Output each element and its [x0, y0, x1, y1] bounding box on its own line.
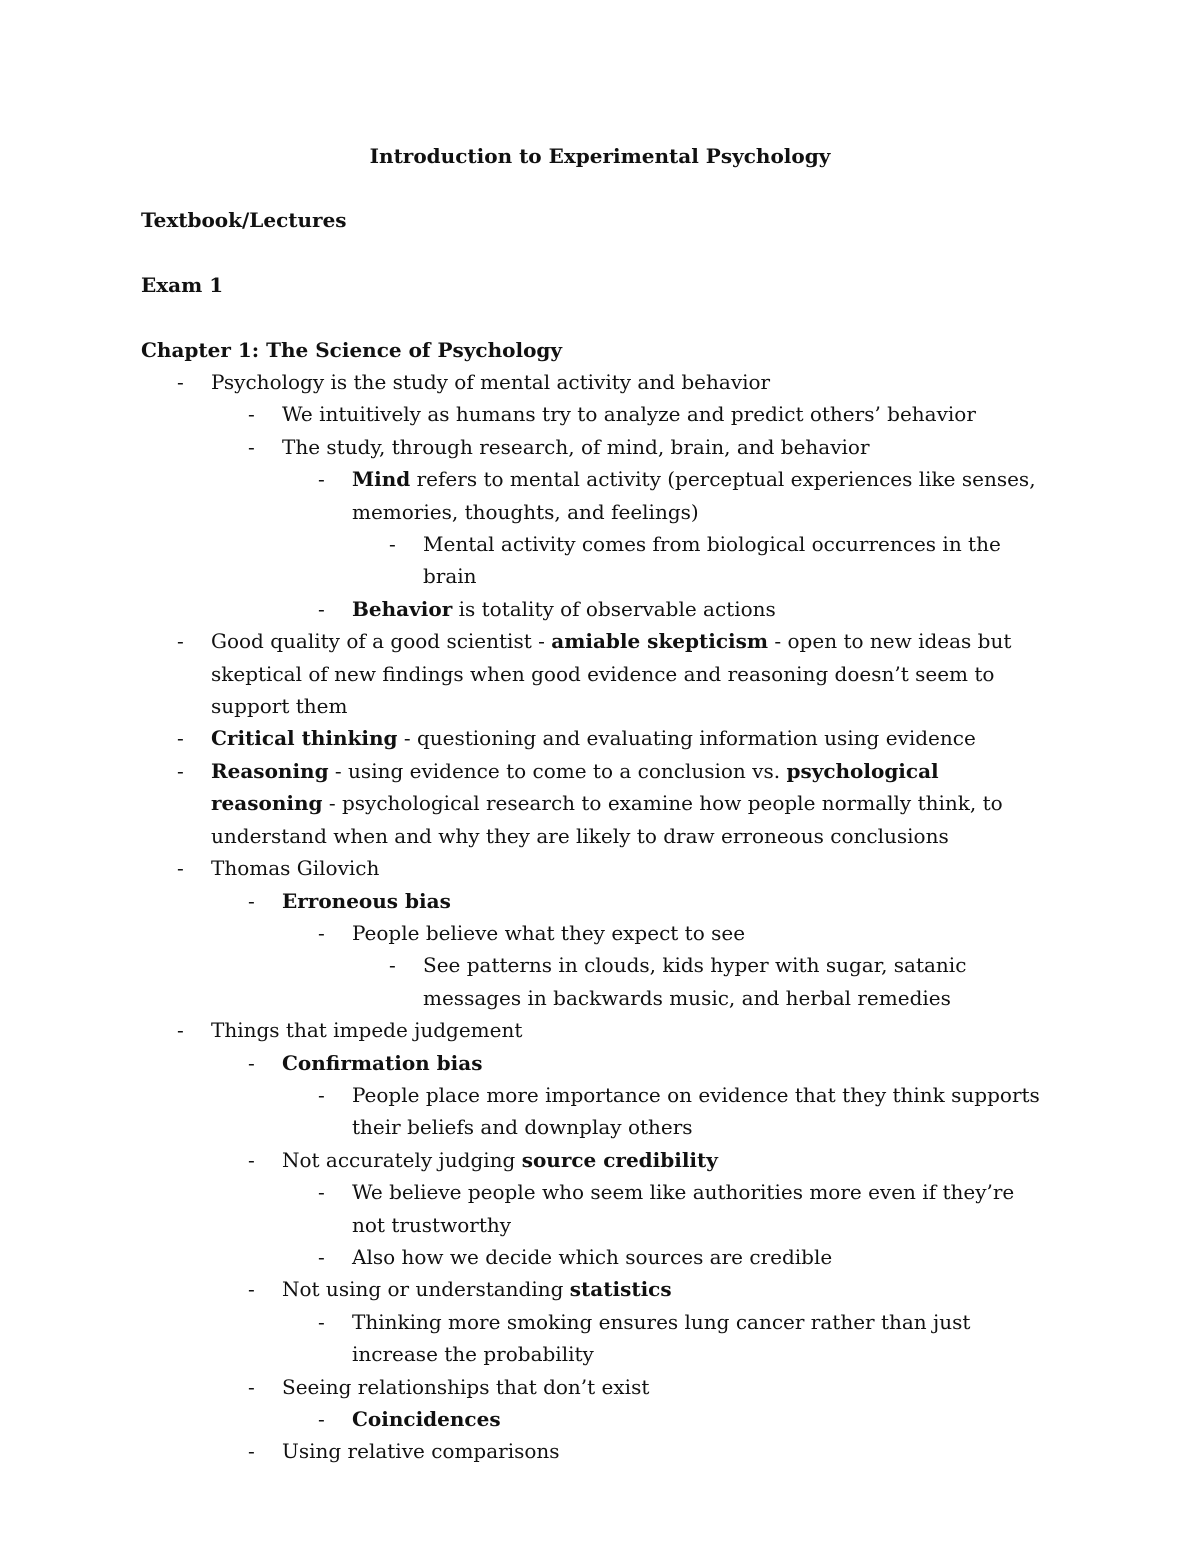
list-item	[0, 1371, 1200, 1403]
list-item-text	[211, 1014, 1051, 1046]
list-item	[0, 398, 1200, 430]
exam-heading: Exam 1	[141, 273, 224, 297]
text-run: We intuitively as humans try to analyze and predict others’ behavior	[282, 402, 976, 427]
text-run: Mental activity comes from biological occurrences in the brain	[423, 532, 1001, 589]
bullet-dash: -	[248, 402, 255, 427]
text-run: refers to mental activity (perceptual experiences like senses, memories, thoughts, and feelings)	[352, 467, 1036, 524]
list-item-text	[211, 366, 1051, 398]
bold-term: source credibility	[521, 1147, 718, 1172]
bullet-dash: -	[248, 1439, 255, 1464]
list-item	[0, 949, 1200, 1014]
list-item-text	[211, 755, 1051, 852]
bold-term: amiable skepticism	[551, 629, 769, 654]
list-item	[0, 1079, 1200, 1144]
list-item	[0, 1241, 1200, 1273]
bullet-dash: -	[248, 1277, 255, 1302]
list-item	[0, 1144, 1200, 1176]
list-item	[0, 1176, 1200, 1241]
bullet-dash: -	[318, 467, 325, 492]
list-item-text	[282, 1371, 1052, 1403]
list-item-text	[352, 1241, 1052, 1273]
list-item	[0, 1306, 1200, 1371]
list-item	[0, 1435, 1200, 1467]
list-item-text	[282, 398, 1052, 430]
section-heading: Textbook/Lectures	[141, 208, 347, 232]
list-item	[0, 366, 1200, 398]
bullet-dash: -	[248, 888, 255, 913]
list-item-text	[352, 917, 1052, 949]
list-item-text	[211, 852, 1051, 884]
text-run: is totality of observable actions	[452, 596, 776, 621]
document-title: Introduction to Experimental Psychology	[369, 144, 831, 168]
list-item	[0, 528, 1200, 593]
list-item	[0, 431, 1200, 463]
list-item-text	[282, 1273, 1052, 1305]
list-item-text	[282, 1435, 1052, 1467]
list-item-text	[282, 885, 1052, 917]
bullet-dash: -	[248, 1374, 255, 1399]
text-run: People believe what they expect to see	[352, 920, 746, 945]
bullet-dash: -	[248, 434, 255, 459]
text-run: Thomas Gilovich	[211, 856, 380, 881]
list-item-text	[282, 1144, 1052, 1176]
list-item	[0, 1273, 1200, 1305]
bold-term: Behavior	[352, 596, 453, 621]
list-item-text	[352, 1306, 1052, 1371]
text-run: People place more importance on evidence that they think supports their beliefs and downplay others	[352, 1082, 1040, 1140]
text-run: - psychological research to examine how people normally think, to understand when and why they are likely to draw erroneous conclusions	[211, 791, 1003, 848]
bold-term: Critical thinking	[211, 726, 398, 751]
list-item	[0, 1403, 1200, 1435]
text-run: Thinking more smoking ensures lung cancer rather than just increase the probability	[352, 1309, 971, 1367]
bullet-dash: -	[389, 532, 396, 557]
bullet-dash: -	[177, 370, 184, 394]
list-item-text	[282, 431, 1052, 463]
list-item-text	[282, 1047, 1052, 1079]
bullet-dash: -	[177, 629, 184, 654]
bullet-dash: -	[318, 1082, 325, 1107]
list-item	[0, 722, 1200, 754]
text-run: - using evidence to come to a conclusion vs.	[328, 758, 787, 783]
text-run: The study, through research, of mind, brain, and behavior	[282, 434, 870, 459]
list-item	[0, 593, 1200, 625]
list-item	[0, 1014, 1200, 1046]
bullet-dash: -	[389, 953, 396, 978]
bold-term: Coincidences	[352, 1407, 501, 1431]
bullet-dash: -	[177, 726, 184, 751]
text-run: Also how we decide which sources are credible	[352, 1244, 833, 1269]
bullet-dash: -	[318, 920, 325, 945]
text-run: We believe people who seem like authorities more even if they’re not trustworthy	[352, 1180, 1015, 1237]
text-run: Not using or understanding	[282, 1277, 570, 1302]
bullet-dash: -	[248, 1050, 255, 1075]
list-item	[0, 917, 1200, 949]
list-item-text	[211, 722, 1051, 754]
bullet-dash: -	[318, 1180, 325, 1205]
list-item	[0, 625, 1200, 722]
bold-term: Erroneous bias	[282, 888, 451, 913]
list-item	[0, 755, 1200, 852]
bullet-dash: -	[177, 1018, 184, 1043]
text-run: Seeing relationships that don’t exist	[282, 1374, 650, 1399]
list-item-text	[423, 528, 1053, 593]
text-run: - questioning and evaluating information using evidence	[397, 726, 976, 751]
list-item-text	[352, 463, 1052, 528]
bullet-dash: -	[318, 1309, 325, 1334]
list-item-text	[352, 593, 1052, 625]
text-run: Good quality of a good scientist -	[211, 629, 552, 654]
list-item	[0, 1047, 1200, 1079]
list-item	[0, 463, 1200, 528]
list-item	[0, 852, 1200, 884]
text-run: Using relative comparisons	[282, 1439, 560, 1464]
bold-term: statistics	[569, 1277, 672, 1302]
bold-term: Reasoning	[211, 758, 329, 783]
bold-term: Mind	[352, 467, 411, 492]
text-run: See patterns in clouds, kids hyper with sugar, satanic messages in backwards music, and herbal remedies	[423, 953, 967, 1010]
list-item-text	[423, 949, 1053, 1014]
bullet-dash: -	[248, 1147, 255, 1172]
bold-term: Confirmation bias	[282, 1050, 483, 1075]
text-run: Things that impede judgement	[211, 1018, 523, 1043]
text-run: Psychology is the study of mental activity and behavior	[211, 370, 771, 394]
bullet-dash: -	[177, 856, 184, 881]
bullet-dash: -	[318, 1407, 325, 1431]
bullet-dash: -	[318, 596, 325, 621]
text-run: Not accurately judging	[282, 1147, 522, 1172]
list-item-text	[352, 1079, 1052, 1144]
text-run: - open to new ideas but skeptical of new findings when good evidence and reasoning doesn’t seem to support them	[211, 629, 1012, 719]
list-item-text	[352, 1403, 1052, 1435]
chapter-heading: Chapter 1: The Science of Psychology	[141, 338, 563, 362]
list-item	[0, 885, 1200, 917]
bold-term: psychological reasoning	[211, 758, 939, 816]
bullet-outline	[0, 366, 1200, 1468]
bullet-dash: -	[177, 758, 184, 783]
list-item-text	[211, 625, 1051, 722]
list-item-text	[352, 1176, 1052, 1241]
bullet-dash: -	[318, 1244, 325, 1269]
